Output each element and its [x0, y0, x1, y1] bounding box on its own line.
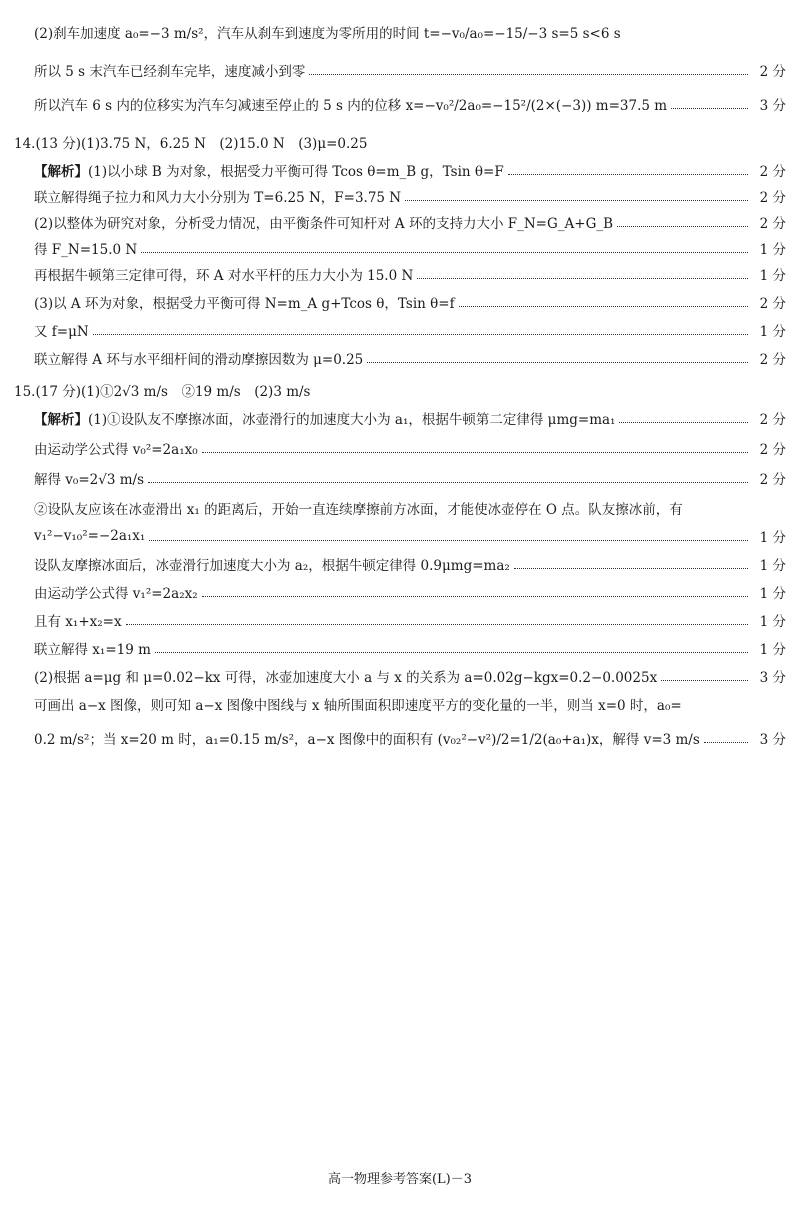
answer-line: [34, 158, 786, 182]
answer-line: [34, 580, 786, 604]
score-label: 2 分: [759, 352, 786, 368]
answer-line-text: 解得 v₀=2√3 m/s: [34, 472, 144, 488]
answer-line: [34, 20, 786, 44]
answer-line: [34, 210, 786, 234]
leader-dots: [309, 74, 748, 75]
score-label: 2 分: [759, 64, 786, 80]
answer-line-text: 联立解得 A 环与水平细杆间的滑动摩擦因数为 μ=0.25: [34, 352, 364, 368]
score-label: 1 分: [759, 558, 786, 574]
answer-line: [34, 726, 786, 750]
score-label: 2 分: [759, 442, 786, 458]
score-label: 1 分: [759, 242, 786, 258]
answer-line: [34, 236, 786, 260]
answer-line-text: 联立解得绳子拉力和风力大小分别为 T=6.25 N，F=3.75 N: [34, 190, 402, 206]
leader-dots: [619, 422, 748, 423]
answer-line: [34, 692, 786, 716]
score-label: 2 分: [759, 216, 786, 232]
answer-line-text: 设队友摩擦冰面后，冰壶滑行加速度大小为 a₂，根据牛顿定律得 0.9μmg=ma₂: [34, 558, 510, 574]
leader-dots: [367, 362, 748, 363]
answer-line-text: 由运动学公式得 v₁²=2a₂x₂: [34, 586, 198, 602]
answer-line-text: 所以汽车 6 s 内的位移实为汽车匀减速至停止的 5 s 内的位移 x=−v₀²/2a₀=−15²/(2×(−3)) m=37.5 m: [34, 98, 668, 114]
score-label: 3 分: [759, 98, 786, 114]
answer-line: [34, 184, 786, 208]
answer-line-text: 可画出 a−x 图像，则可知 a−x 图像中图线与 x 轴所围面积即速度平方的变化量的一半，则当 x=0 时，a₀=: [34, 698, 682, 714]
answer-line: [34, 436, 786, 460]
answer-line: [34, 466, 786, 490]
answer-line: [14, 130, 786, 154]
answer-line: [34, 552, 786, 576]
answer-line: [34, 262, 786, 286]
leader-dots: [704, 742, 748, 743]
answer-line: [34, 636, 786, 660]
page-footer: 高一物理参考答案(L)－3: [327, 1172, 473, 1187]
answer-line: [14, 378, 786, 402]
leader-dots: [417, 278, 748, 279]
leader-dots: [93, 334, 748, 335]
answer-line-text: 得 F_N=15.0 N: [34, 242, 138, 258]
answer-line: [34, 608, 786, 632]
leader-dots: [155, 652, 748, 653]
answer-line: [34, 524, 786, 548]
leader-dots: [141, 252, 748, 253]
score-label: 1 分: [759, 586, 786, 602]
score-label: 1 分: [759, 324, 786, 340]
leader-dots: [617, 226, 748, 227]
answer-line-text: 14.(13 分)(1)3.75 N，6.25 N (2)15.0 N (3)μ=0.25: [14, 136, 368, 152]
answer-line-text: 且有 x₁+x₂=x: [34, 614, 122, 630]
answer-line-text: 【解析】(1)①设队友不摩擦冰面，冰壶滑行的加速度大小为 a₁，根据牛顿第二定律得 μmg=ma₁: [34, 412, 616, 428]
answer-line-text: (2)刹车加速度 a₀=−3 m/s²，汽车从刹车到速度为零所用的时间 t=−v₀/a₀=−15/−3 s=5 s<6 s: [34, 26, 621, 42]
leader-dots: [202, 596, 748, 597]
score-label: 1 分: [759, 642, 786, 658]
answer-line: [34, 346, 786, 370]
answer-line-text: 0.2 m/s²；当 x=20 m 时，a₁=0.15 m/s²，a−x 图像中的面积有 (v₀₂²−v²)/2=1/2(a₀+a₁)x，解得 v=3 m/s: [34, 732, 700, 748]
answer-line-text: 所以 5 s 末汽车已经刹车完毕，速度减小到零: [34, 64, 306, 80]
score-label: 1 分: [759, 268, 786, 284]
leader-dots: [149, 540, 748, 541]
leader-dots: [508, 174, 748, 175]
answer-line: [34, 92, 786, 116]
leader-dots: [148, 482, 748, 483]
leader-dots: [405, 200, 748, 201]
answer-line-text: 再根据牛顿第三定律可得，环 A 对水平杆的压力大小为 15.0 N: [34, 268, 414, 284]
answer-line-text: 15.(17 分)(1)①2√3 m/s ②19 m/s (2)3 m/s: [14, 384, 311, 400]
answer-line-text: (3)以 A 环为对象，根据受力平衡可得 N=m_A g+Tcos θ，Tsin θ=f: [34, 296, 455, 312]
score-label: 2 分: [759, 472, 786, 488]
answer-line: [34, 496, 786, 520]
score-label: 3 分: [759, 732, 786, 748]
score-label: 2 分: [759, 190, 786, 206]
answer-line: [34, 58, 786, 82]
answer-line-text: v₁²−v₁₀²=−2a₁x₁: [34, 528, 146, 544]
leader-dots: [126, 624, 748, 625]
score-label: 3 分: [759, 670, 786, 686]
leader-dots: [202, 452, 748, 453]
leader-dots: [671, 108, 748, 109]
score-label: 1 分: [759, 614, 786, 630]
answer-line-text: (2)以整体为研究对象，分析受力情况，由平衡条件可知杆对 A 环的支持力大小 F_N=G_A+G_B: [34, 216, 614, 232]
leader-dots: [514, 568, 748, 569]
answer-line: [34, 406, 786, 430]
score-label: 2 分: [759, 164, 786, 180]
score-label: 1 分: [759, 530, 786, 546]
answer-line-text: 又 f=μN: [34, 324, 89, 340]
answer-line-text: 联立解得 x₁=19 m: [34, 642, 151, 658]
answer-line-text: 由运动学公式得 v₀²=2a₁x₀: [34, 442, 198, 458]
score-label: 2 分: [759, 296, 786, 312]
answer-line-text: (2)根据 a=μg 和 μ=0.02−kx 可得，冰壶加速度大小 a 与 x 的关系为 a=0.02g−kgx=0.2−0.0025x: [34, 670, 658, 686]
score-label: 2 分: [759, 412, 786, 428]
answer-line: [34, 318, 786, 342]
answer-line-text: ②设队友应该在冰壶滑出 x₁ 的距离后，开始一直连续摩擦前方冰面，才能使冰壶停在 O 点。队友擦冰前，有: [34, 502, 683, 518]
leader-dots: [459, 306, 748, 307]
answer-line-text: 【解析】(1)以小球 B 为对象，根据受力平衡可得 Tcos θ=m_B g，Tsin θ=F: [34, 164, 504, 180]
answer-line: [34, 290, 786, 314]
answer-line: [34, 664, 786, 688]
leader-dots: [661, 680, 748, 681]
